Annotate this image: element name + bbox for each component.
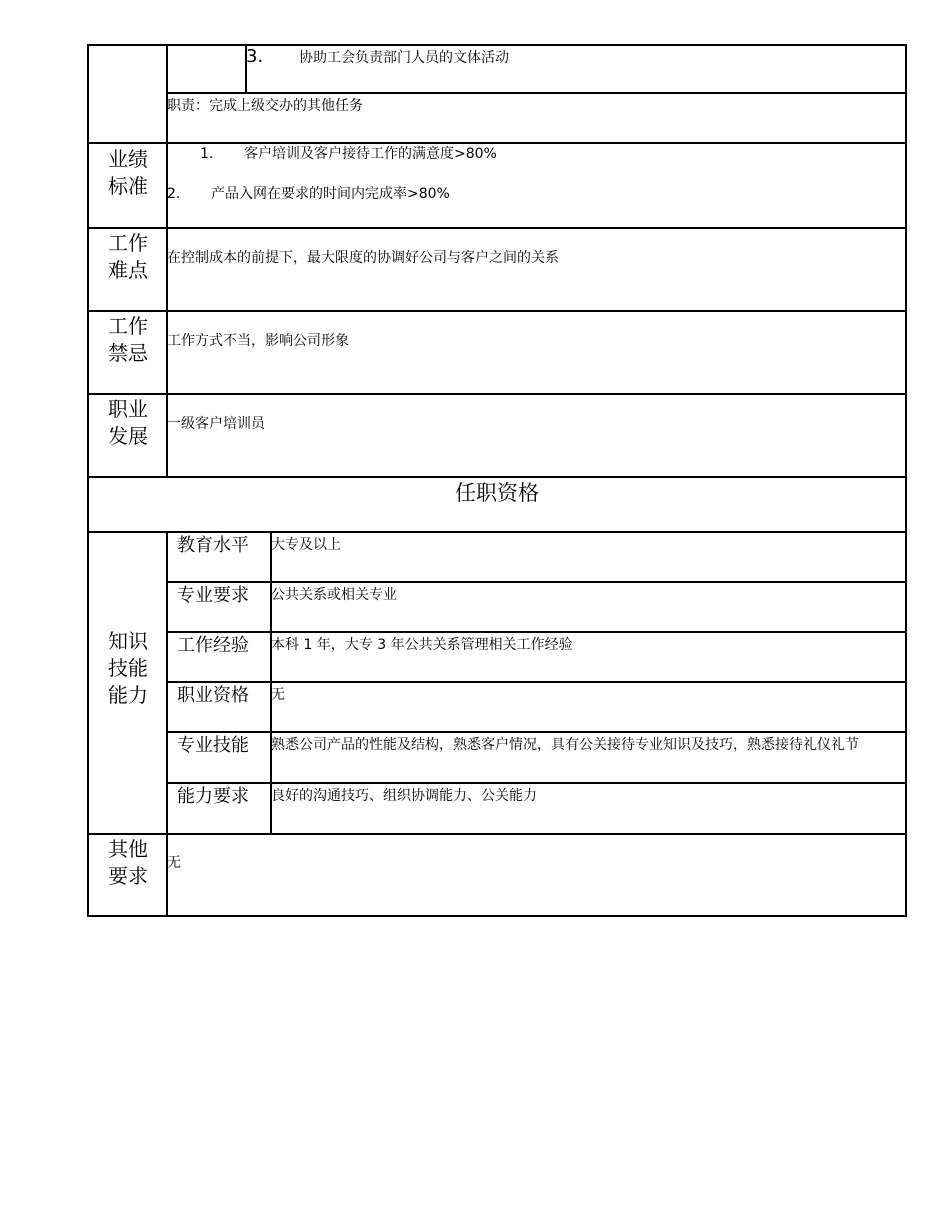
- major-value: 公共关系或相关专业: [271, 587, 397, 603]
- other-duty-text: 职责：完成上级交办的其他任务: [167, 98, 363, 114]
- education-value: 大专及以上: [271, 537, 341, 553]
- taboo-label: 工作禁忌: [108, 314, 148, 365]
- experience-label: 工作经验: [177, 635, 249, 656]
- career-label: 职业发展: [108, 397, 148, 448]
- career-text: 一级客户培训员: [167, 416, 265, 432]
- duty-item3-text: 协助工会负责部门人员的文体活动: [299, 50, 509, 66]
- certification-value-cell: [270, 681, 907, 733]
- certification-label: 职业资格: [177, 685, 249, 706]
- difficulty-text: 在控制成本的前提下，最大限度的协调好公司与客户之间的关系: [167, 250, 559, 266]
- qualification-title: 任职资格: [455, 481, 539, 505]
- performance-item2-number: 2.: [167, 186, 181, 202]
- difficulty-content-cell: [166, 227, 907, 312]
- other-text: 无: [167, 855, 181, 871]
- other-label: 其他要求: [108, 837, 148, 888]
- duty-item3-number-cell: [166, 44, 247, 94]
- qualification-group-label: 知识技能能力: [108, 629, 148, 707]
- major-label: 专业要求: [177, 585, 249, 606]
- ability-value: 良好的沟通技巧、组织协调能力、公关能力: [271, 788, 537, 804]
- education-label: 教育水平: [177, 535, 249, 556]
- certification-value: 无: [271, 687, 285, 703]
- education-value-cell: [270, 531, 907, 583]
- skills-value: 熟悉公司产品的性能及结构，熟悉客户情况，具有公关接待专业知识及技巧，熟悉接待礼仪礼节: [271, 737, 859, 753]
- taboo-text: 工作方式不当，影响公司形象: [167, 333, 349, 349]
- duty-item3-number: 3.: [246, 46, 264, 67]
- career-content-cell: [166, 393, 907, 478]
- performance-item1-text: 客户培训及客户接待工作的满意度>80%: [244, 146, 497, 162]
- other-content-cell: [166, 833, 907, 917]
- difficulty-label: 工作难点: [108, 231, 148, 282]
- skills-label: 专业技能: [177, 735, 249, 756]
- performance-item1-number: 1.: [200, 146, 214, 162]
- performance-label: 业绩标准: [108, 147, 148, 198]
- performance-item2-text: 产品入网在要求的时间内完成率>80%: [211, 186, 450, 202]
- ability-label: 能力要求: [177, 786, 249, 807]
- duties-left-cell: [87, 44, 168, 144]
- experience-value: 本科 1 年，大专 3 年公共关系管理相关工作经验: [271, 637, 573, 653]
- taboo-content-cell: [166, 310, 907, 395]
